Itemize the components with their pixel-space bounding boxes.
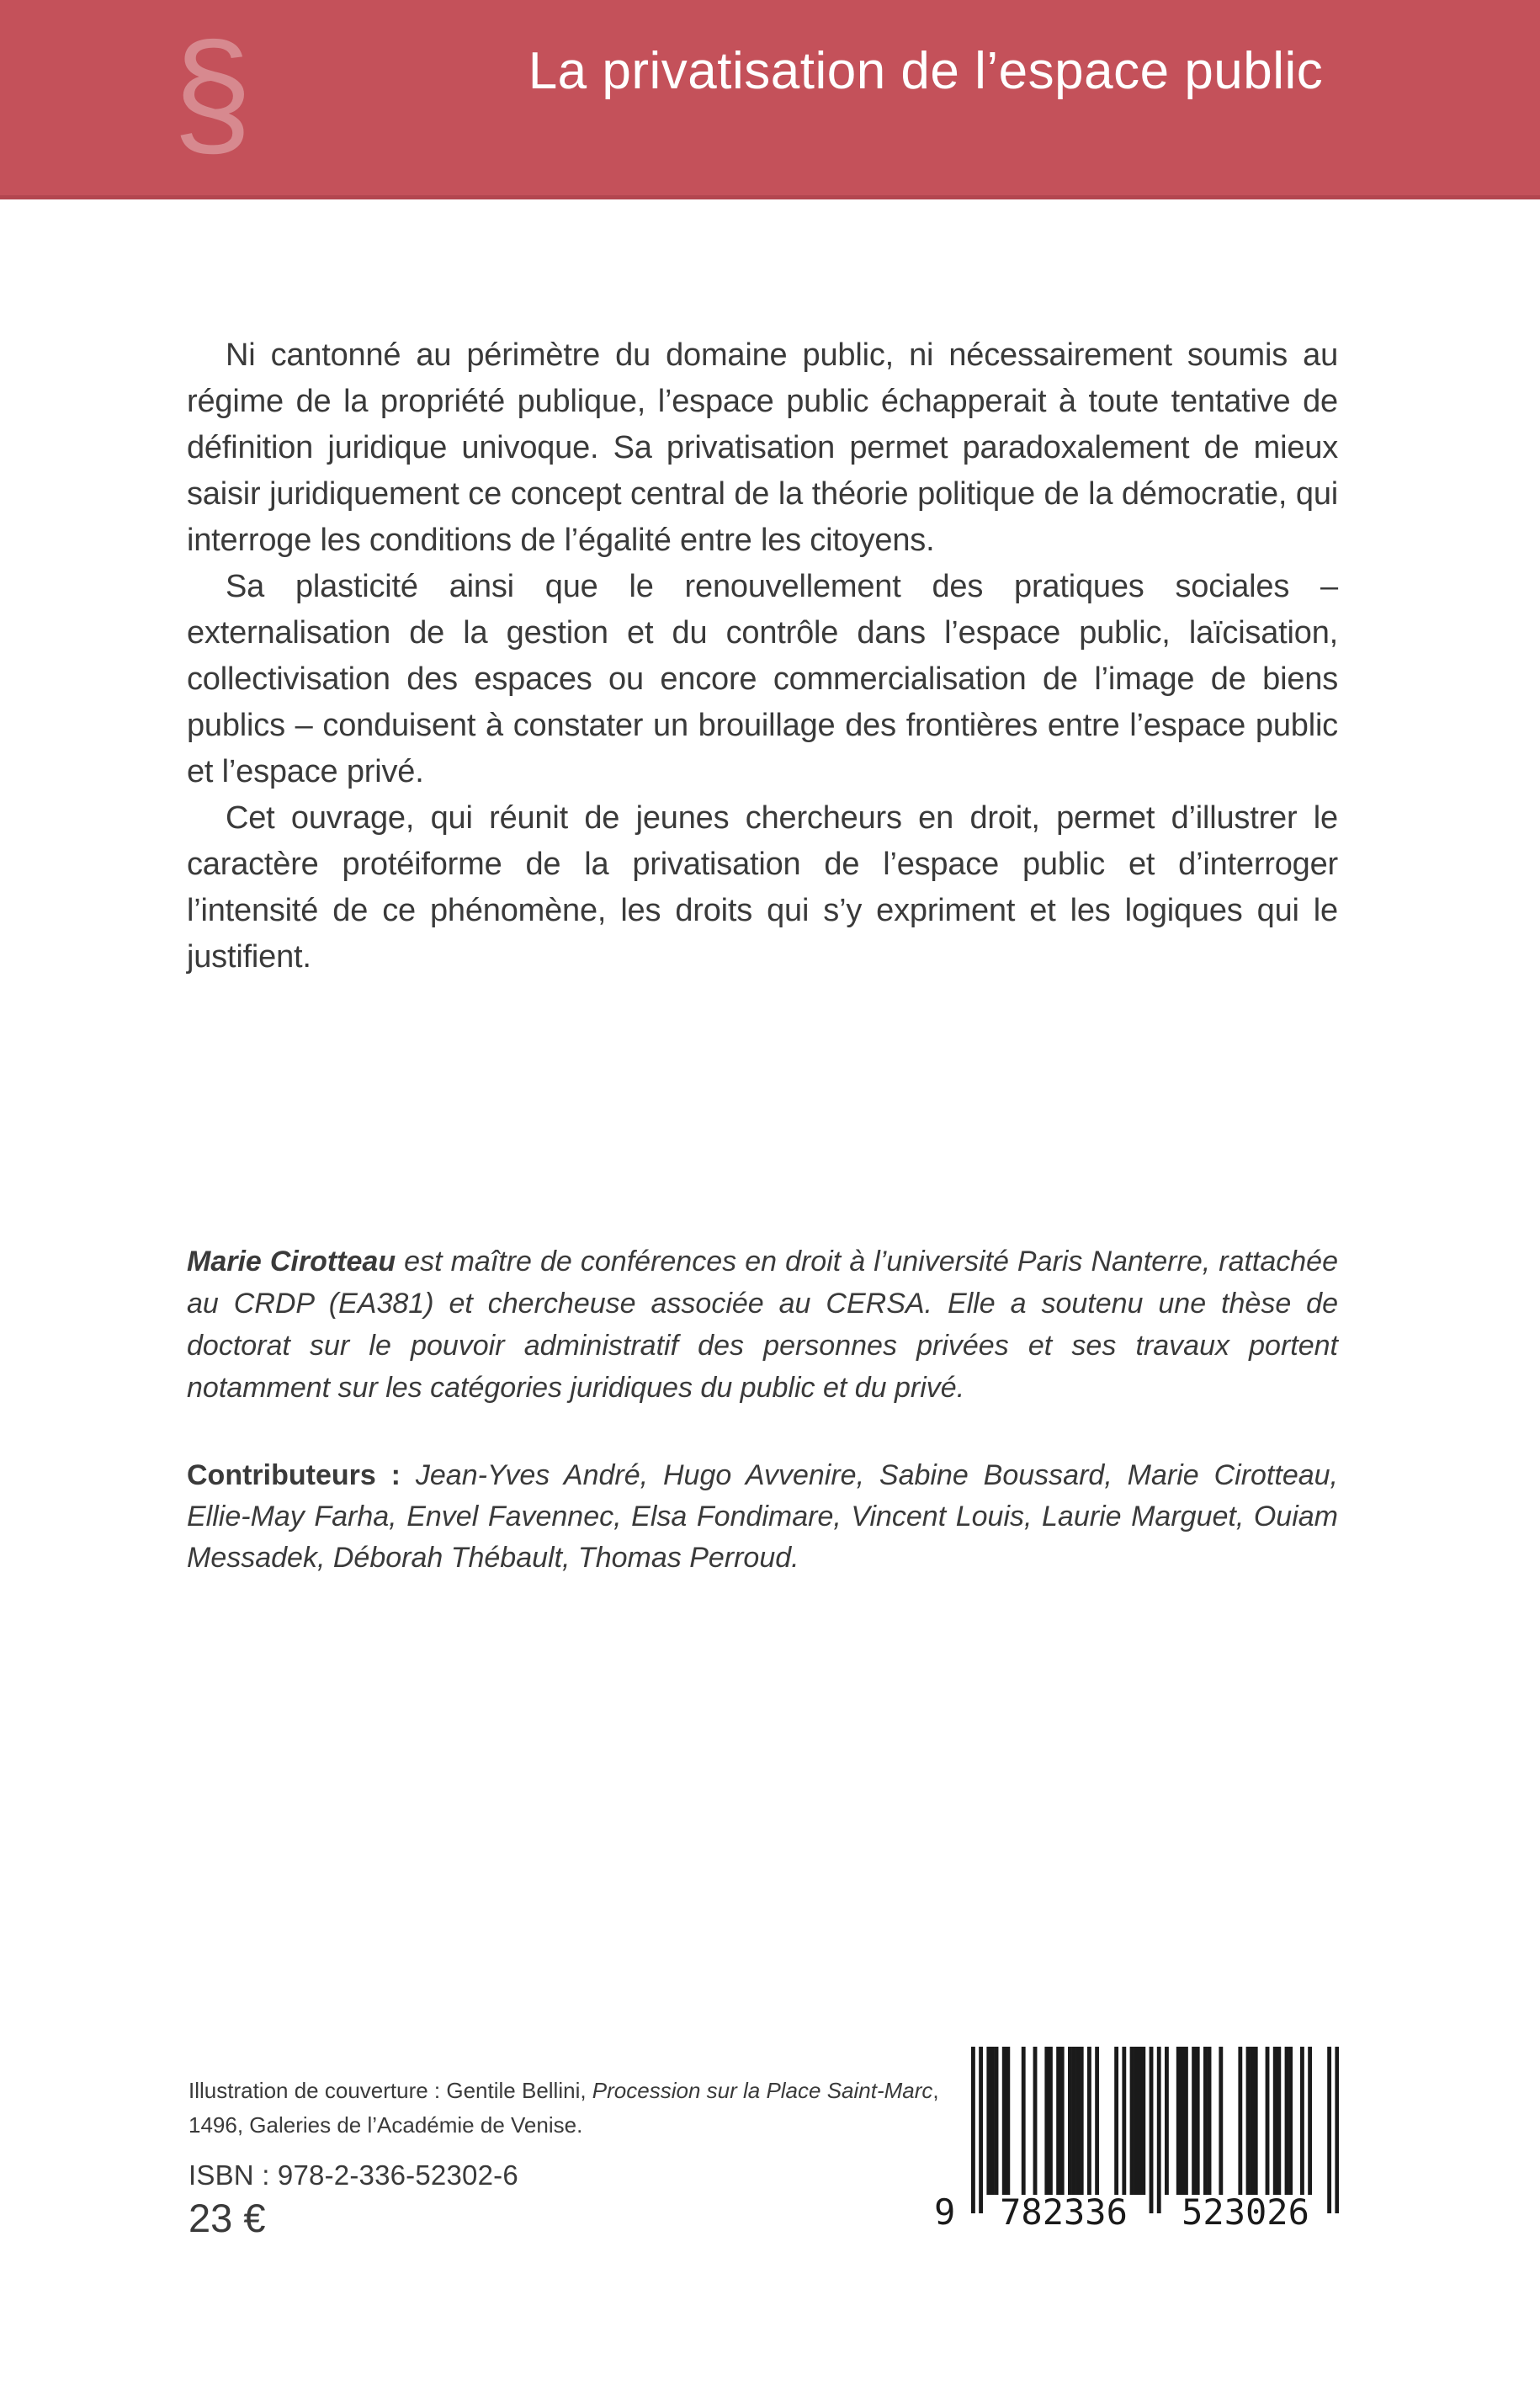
author-bio [187,1240,1338,1409]
credit-prefix: Illustration de couverture : Gentile Bellini, [189,2078,592,2103]
author-bio-text: est maître de conférences en droit à l’université Paris Nanterre, rattachée au CRDP (EA381) et chercheuse associée au CERSA. Elle a soutenu une thèse de doctorat sur le pouvoir administratif des personnes privées et ses travaux portent notamment sur les catégories juridiques du public et du privé. [187,1246,1339,1404]
synopsis [187,332,1338,980]
barcode-group-2: 523026 [1182,2191,1309,2233]
paragraph-logo-icon: § [173,13,252,173]
barcode-first-digit: 9 [934,2191,956,2233]
contributors [187,1455,1338,1579]
artwork-title: Procession sur la Place Saint-Marc [592,2078,933,2103]
cover-illustration-credit [189,2074,963,2143]
synopsis-paragraph-3: Cet ouvrage, qui réunit de jeunes chercheurs en droit, permet d’illustrer le caractère protéiforme de la privatisation de l’espace public et d’interroger l’intensité de ce phénomène, les droits qui s’y expriment et les logiques qui le justifient. [187,800,1338,975]
isbn-text: ISBN : 978-2-336-52302-6 [189,2159,518,2191]
barcode-group-1: 782336 [1000,2191,1128,2233]
credit-suffix: , 1496, Galeries de l’Académie de Venise. [189,2078,939,2138]
price-text: 23 € [189,2196,266,2240]
barcode [934,2047,1339,2244]
barcode-bars-icon [971,2047,1339,2215]
author-name: Marie Cirotteau [187,1246,396,1277]
book-title: La privatisation de l’espace public [528,42,1324,100]
contributors-names: Jean-Yves André, Hugo Avvenire, Sabine Boussard, Marie Cirotteau, Ellie-May Farha, Envel Favennec, Elsa Fondimare, Vincent Louis, Laurie Marguet, Ouiam Messadek, Déborah Thébault, Thomas Perroud. [187,1459,1338,1574]
synopsis-paragraph-2: Sa plasticité ainsi que le renouvellement des pratiques sociales – externalisation de la gestion et du contrôle dans l’espace public, laïcisation, collectivisation des espaces ou encore commercialisation de l’image de biens publics – conduisent à constater un brouillage des frontières entre l’espace public et l’espace privé. [187,569,1338,789]
contributors-label: Contributeurs : [187,1459,401,1491]
synopsis-paragraph-1: Ni cantonné au périmètre du domaine public, ni nécessairement soumis au régime de la propriété publique, l’espace public échapperait à toute tentative de définition juridique univoque. Sa privatisation permet paradoxalement de mieux saisir juridiquement ce concept central de la théorie politique de la démocratie, qui interroge les conditions de l’égalité entre les citoyens. [187,337,1338,558]
banner [0,0,1540,199]
